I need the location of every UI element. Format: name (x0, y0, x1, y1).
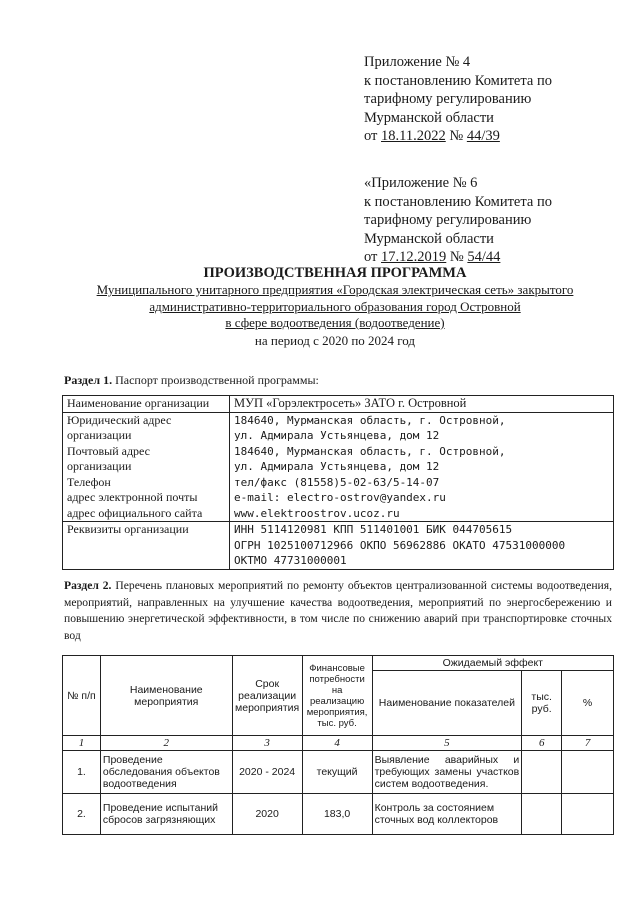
column-number: 6 (522, 736, 562, 751)
postal-address-label: организации (67, 459, 132, 473)
row-name: Проведение обследования объектов водоотведения (100, 751, 232, 794)
row-finance: текущий (302, 751, 372, 794)
appendix-number-sign: № (449, 128, 464, 144)
appendix-original-header (364, 174, 624, 267)
row-term: 2020 (232, 794, 302, 835)
table-row (63, 522, 614, 570)
phone-label: Телефон (67, 474, 111, 489)
subtitle-line: в сфере водоотведения (водоотведение) (225, 315, 445, 330)
row-percent (562, 794, 614, 835)
postal-address-value: ул. Адмирала Устьянцева, дом 12 (234, 460, 440, 473)
appendix-line: тарифному регулированию (364, 212, 532, 228)
row-indicator: Выявление аварийных и требующих замены участков систем водоотведения. (372, 751, 522, 794)
table-row (63, 412, 614, 522)
title-block (40, 264, 630, 349)
appendix-line: Мурманской области (364, 109, 494, 126)
email-value: e-mail: electro-ostrov@yandex.ru (234, 491, 446, 504)
row-num: 2. (63, 794, 101, 835)
header-effect: Ожидаемый эффект (372, 656, 613, 671)
table-row (63, 396, 614, 413)
website-label: адрес официального сайта (67, 505, 203, 520)
column-number: 4 (302, 736, 372, 751)
row-name: Проведение испытаний сбросов загрязняющих (100, 794, 232, 835)
appendix-line: Приложение № 4 (364, 54, 471, 70)
legal-address-value: ул. Адмирала Устьянцева, дом 12 (234, 429, 440, 442)
column-number: 1 (63, 736, 101, 751)
appendix-line: к постановлению Комитета по (364, 193, 552, 210)
row-finance: 183,0 (302, 794, 372, 835)
appendix-line: тарифному регулированию (364, 91, 532, 107)
appendix-number: 54/44 (467, 249, 501, 265)
section-text: Перечень плановых мероприятий по ремонту объектов централизованной системы водоотведения, мероприятий, направленных на улучшение качества водоотведения, мероприятий по энергосбережению и повышению энергетической эффективности, в том числе по снижению аварий при транспортировке сточных вод (64, 579, 612, 642)
appendix-number: 44/39 (466, 128, 500, 144)
section-label: Раздел 2. (64, 579, 112, 592)
column-number: 7 (562, 736, 614, 751)
header-term: Срок реализации мероприятия (232, 656, 302, 736)
row-term: 2020 - 2024 (232, 751, 302, 794)
column-number: 5 (372, 736, 522, 751)
phone-value: тел/факс (81558)5-02-63/5-14-07 (234, 475, 440, 489)
header-thousand: тыс. руб. (522, 671, 562, 736)
program-period: на период с 2020 по 2024 год (254, 332, 416, 348)
requisites-values-cell (230, 522, 614, 570)
legal-address-label: Юридический адрес (67, 412, 172, 427)
section-label: Раздел 1. (64, 373, 113, 387)
row-thousand (522, 751, 562, 794)
appendix-from: от (364, 249, 378, 265)
subtitle-line: административно-территориального образования город Островной (149, 298, 521, 314)
appendix-line: к постановлению Комитета по (364, 72, 552, 89)
requisites-label: Реквизиты организации (63, 522, 230, 570)
passport-table (62, 395, 614, 570)
appendix-header (364, 53, 624, 146)
appendix-from: от (364, 128, 378, 144)
header-percent: % (562, 671, 614, 736)
appendix-number-sign: № (449, 249, 464, 265)
header-name: Наименование мероприятия (100, 656, 232, 736)
contacts-values-cell (230, 412, 614, 522)
postal-address-label: Почтовый адрес (67, 443, 151, 458)
column-numbers-row (63, 736, 614, 751)
section-text: Паспорт производственной программы: (115, 373, 319, 387)
appendix-line: «Приложение № 6 (364, 175, 478, 191)
row-indicator: Контроль за состоянием сточных вод коллекторов (372, 794, 522, 835)
website-value: www.elektroostrov.ucoz.ru (234, 506, 400, 520)
section-2-heading (64, 578, 612, 644)
header-num: № п/п (63, 656, 101, 736)
requisites-value: ОГРН 1025100712966 ОКПО 56962886 ОКАТО 47531000000 (234, 538, 566, 552)
row-percent (562, 751, 614, 794)
row-thousand (522, 794, 562, 835)
legal-address-value: 184640, Мурманская область, г. Островной, (234, 413, 506, 427)
header-indicator: Наименование показателей (372, 671, 522, 736)
appendix-date: 18.11.2022 (381, 128, 446, 144)
header-row (63, 656, 614, 671)
table-row (63, 751, 614, 794)
org-name-value: МУП «Горэлектросеть» ЗАТО г. Островной (230, 396, 614, 413)
header-finance: Финансовые потребности на реализацию мероприятия, тыс. руб. (302, 656, 372, 736)
contacts-labels-cell (63, 412, 230, 522)
org-name-label: Наименование организации (63, 396, 230, 413)
row-num: 1. (63, 751, 101, 794)
appendix-date: 17.12.2019 (381, 249, 447, 265)
measures-table (62, 655, 614, 835)
email-label: адрес электронной почты (67, 490, 198, 504)
requisites-value: ОКТМО 47731000001 (234, 554, 347, 567)
legal-address-label: организации (67, 428, 132, 442)
postal-address-value: 184640, Мурманская область, г. Островной, (234, 444, 506, 458)
requisites-value: ИНН 5114120981 КПП 511401001 БИК 044705615 (234, 523, 513, 536)
subtitle-line: Муниципального унитарного предприятия «Городская электрическая сеть» закрытого (96, 282, 574, 297)
appendix-date-line (364, 127, 624, 146)
document-title: ПРОИЗВОДСТВЕННАЯ ПРОГРАММА (203, 265, 467, 281)
section-1-heading (64, 373, 319, 388)
column-number: 2 (100, 736, 232, 751)
appendix-line: Мурманской области (364, 230, 494, 247)
column-number: 3 (232, 736, 302, 751)
table-row (63, 794, 614, 835)
